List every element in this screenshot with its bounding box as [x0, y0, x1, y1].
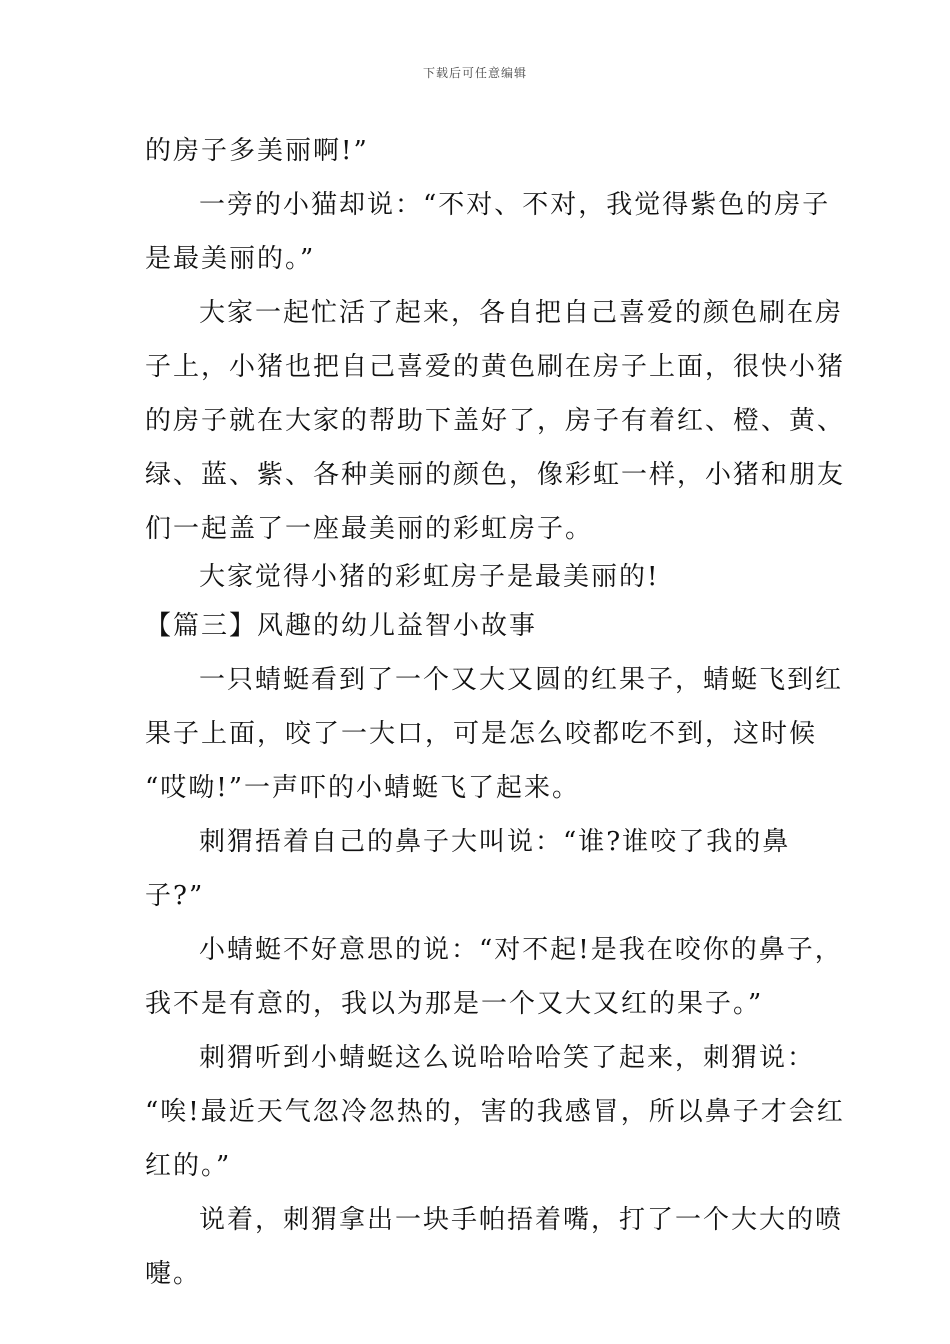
text-line: 是最美丽的。” [145, 244, 316, 274]
text-line: 说着，刺猬拿出一块手帕捂着嘴，打了一个大大的喷 [199, 1205, 844, 1235]
text-line: 嚏。 [145, 1259, 202, 1289]
text-line: 大家觉得小猪的彩虹房子是最美丽的! [199, 562, 660, 592]
text-line: 大家一起忙活了起来，各自把自己喜爱的颜色刷在房 [199, 298, 844, 328]
text-line: 我不是有意的，我以为那是一个又大又红的果子。” [145, 989, 764, 1019]
text-line: “哎呦!”一声吓的小蜻蜓飞了起来。 [145, 773, 581, 803]
text-line: “唉!最近天气忽冷忽热的，害的我感冒，所以鼻子才会红 [145, 1097, 845, 1127]
text-line: 的房子就在大家的帮助下盖好了，房子有着红、橙、黄、 [145, 406, 846, 436]
text-line: 们一起盖了一座最美丽的彩虹房子。 [145, 514, 594, 544]
text-line: 果子上面，咬了一大口，可是怎么咬都吃不到，这时候 [145, 719, 818, 749]
text-line: 子上，小猪也把自己喜爱的黄色刷在房子上面，很快小猪 [145, 352, 846, 382]
text-line: 一只蜻蜓看到了一个又大又圆的红果子，蜻蜓飞到红 [199, 665, 844, 695]
story-text [145, 124, 846, 1301]
text-line: 绿、蓝、紫、各种美丽的颜色，像彩虹一样，小猪和朋友 [145, 460, 846, 490]
text-line: 刺猬捂着自己的鼻子大叫说：“谁?谁咬了我的鼻 [199, 827, 791, 857]
page-header: 下载后可任意编辑 [422, 66, 527, 80]
text-line: 子?” [145, 881, 205, 911]
text-line: 一旁的小猫却说：“不对、不对，我觉得紫色的房子 [199, 190, 831, 220]
text-line: 的房子多美丽啊!” [145, 136, 369, 166]
section-heading: 【篇三】风趣的幼儿益智小故事 [145, 611, 538, 641]
text-line: 红的。” [145, 1151, 232, 1181]
text-line: 小蜻蜓不好意思的说：“对不起!是我在咬你的鼻子， [199, 935, 843, 965]
text-line: 刺猬听到小蜻蜓这么说哈哈哈笑了起来，刺猬说： [199, 1043, 816, 1073]
